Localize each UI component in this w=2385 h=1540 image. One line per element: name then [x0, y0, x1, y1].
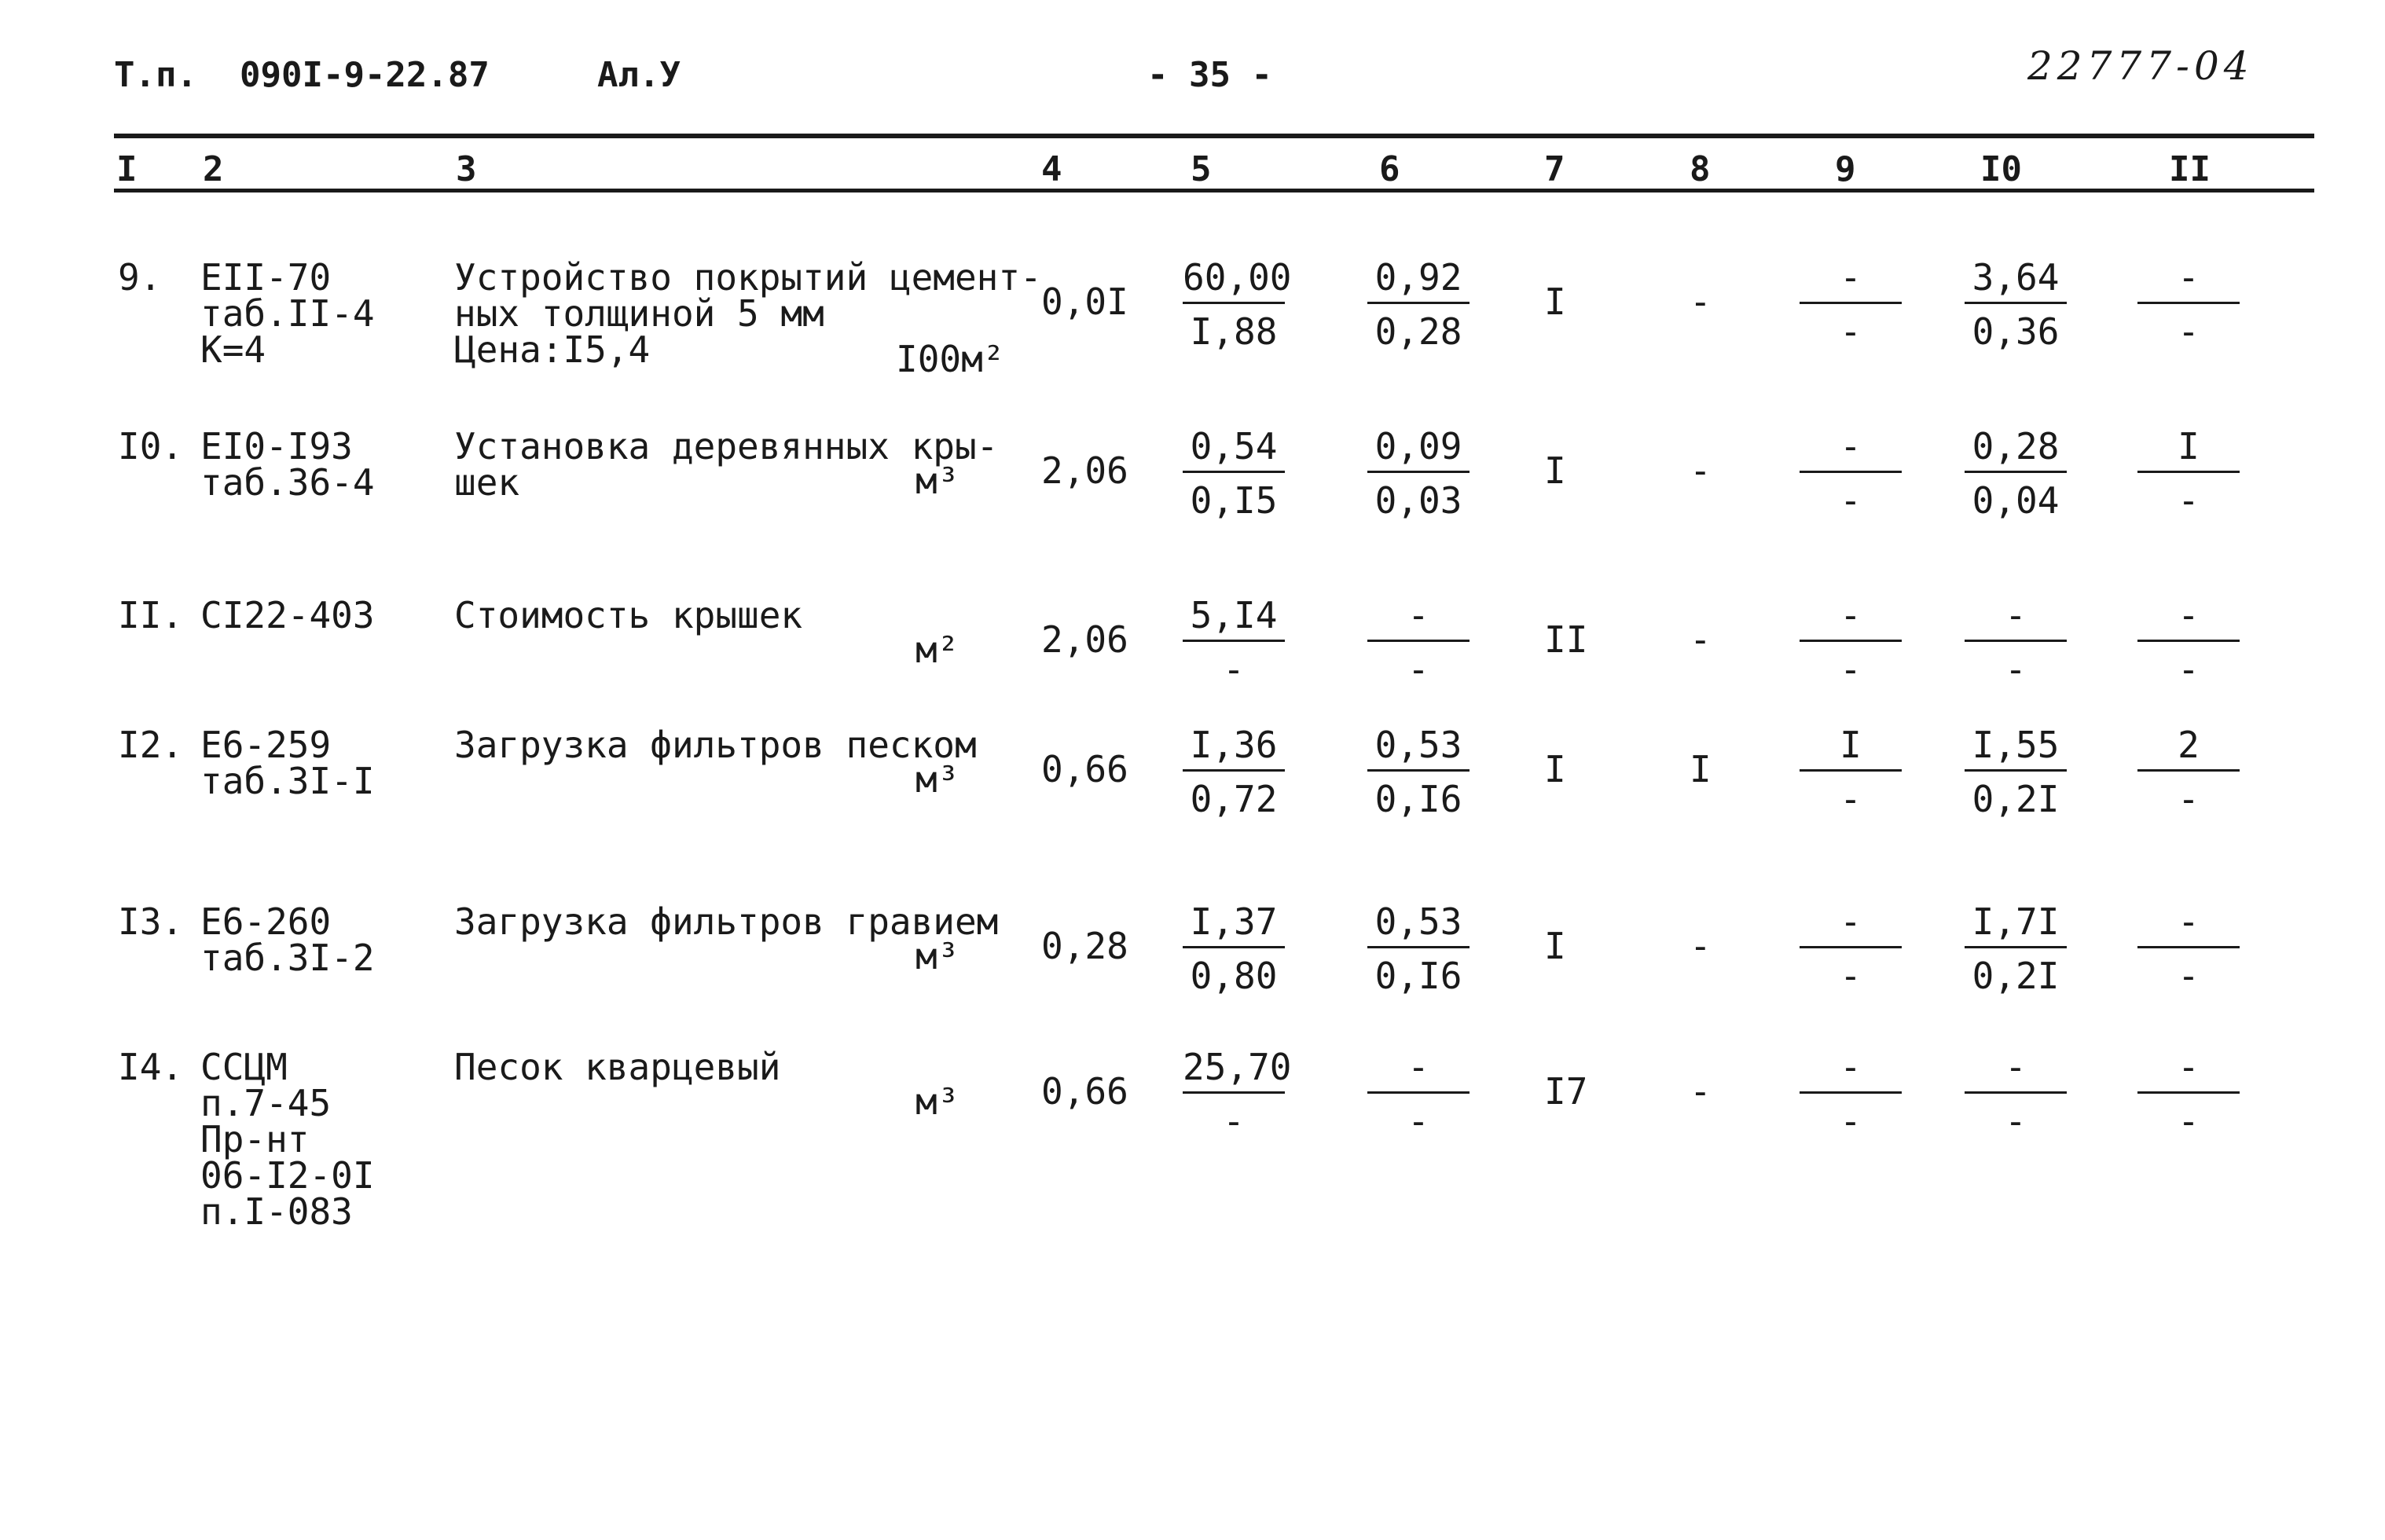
- wage-value-numerator: 0,92: [1367, 259, 1470, 304]
- wage-value: [1367, 900, 1470, 997]
- norm-code-line: таб.3I-2: [200, 937, 375, 979]
- unit-cost-value: [1183, 594, 1285, 691]
- column-11-value-denominator: -: [2178, 479, 2200, 522]
- column-10-value-denominator: -: [2005, 1100, 2027, 1142]
- wage-value-numerator: 0,53: [1367, 727, 1470, 772]
- work-description-line: Установка деревянных кры-: [454, 425, 999, 468]
- unit-of-measure: м²: [915, 629, 960, 671]
- work-description: [454, 1046, 781, 1088]
- column-9-value: [1800, 256, 1902, 353]
- column-10-value-numerator: I,55: [1965, 727, 2067, 772]
- column-9-value: [1800, 425, 1902, 522]
- column-7-value: I: [1544, 280, 1566, 323]
- column-11-value-numerator: -: [2137, 259, 2240, 304]
- norm-code: [200, 1046, 375, 1233]
- norm-code-line: таб.II-4: [200, 292, 375, 335]
- column-10-value-denominator: 0,2I: [1972, 778, 2060, 820]
- row-number: II.: [118, 594, 184, 636]
- norm-code-line: CI22-403: [200, 594, 375, 636]
- norm-code-line: К=4: [200, 328, 266, 371]
- quantity: 0,66: [1041, 1070, 1128, 1113]
- norm-code-line: ССЦМ: [200, 1046, 288, 1088]
- norm-code-line: EI0-I93: [200, 425, 353, 468]
- column-10-value: [1965, 425, 2067, 522]
- wage-value: [1367, 425, 1470, 522]
- norm-code: [200, 425, 375, 504]
- column-10-value-denominator: 0,36: [1972, 310, 2060, 353]
- column-10-value-numerator: I,7I: [1965, 904, 2067, 948]
- quantity: 0,66: [1041, 748, 1128, 790]
- column-10-value: [1965, 256, 2067, 353]
- row-number: I4.: [118, 1046, 184, 1088]
- column-11-value: [2137, 256, 2240, 353]
- wage-value-numerator: 0,53: [1367, 904, 1470, 948]
- wage-value: [1367, 256, 1470, 353]
- column-9-value-denominator: -: [1840, 648, 1862, 691]
- column-8-value: -: [1690, 449, 1712, 492]
- unit-cost-value: [1183, 425, 1285, 522]
- column-number: 6: [1379, 149, 1400, 189]
- unit-cost-value-numerator: 5,I4: [1183, 597, 1285, 642]
- work-description-line: Устройство покрытий цемент-: [454, 256, 1042, 299]
- column-11-value-denominator: -: [2178, 648, 2200, 691]
- column-11-value: [2137, 425, 2240, 522]
- column-11-value: [2137, 1046, 2240, 1142]
- column-number: 4: [1041, 149, 1062, 189]
- work-description-line: Стоимость крышек: [454, 594, 803, 636]
- column-number: I: [116, 149, 138, 189]
- column-10-value: [1965, 1046, 2067, 1142]
- norm-code-line: таб.3I-I: [200, 760, 375, 802]
- doc-type-label: Т.п.: [114, 55, 197, 95]
- column-number: I0: [1980, 149, 2022, 189]
- column-8-value: -: [1690, 280, 1712, 323]
- header-top-rule: [114, 134, 2314, 138]
- column-number: II: [2169, 149, 2211, 189]
- wage-value-denominator: 0,03: [1374, 479, 1462, 522]
- column-11-value-denominator: -: [2178, 310, 2200, 353]
- column-number: 8: [1690, 149, 1711, 189]
- column-10-value: [1965, 724, 2067, 820]
- unit-cost-value-denominator: -: [1223, 648, 1245, 691]
- wage-value-denominator: -: [1407, 1100, 1429, 1142]
- unit-of-measure: м³: [915, 1080, 960, 1123]
- unit-of-measure: м³: [915, 758, 960, 801]
- column-8-value: -: [1690, 1070, 1712, 1113]
- column-7-value: I: [1544, 748, 1566, 790]
- column-9-value: [1800, 724, 1902, 820]
- column-9-value: [1800, 900, 1902, 997]
- quantity: 0,0I: [1041, 280, 1128, 323]
- column-8-value: I: [1690, 748, 1712, 790]
- norm-code: [200, 594, 375, 636]
- wage-value-denominator: 0,I6: [1374, 778, 1462, 820]
- work-description-line: Загрузка фильтров гравием: [454, 900, 999, 943]
- unit-cost-value: [1183, 724, 1285, 820]
- norm-code-line: 06-I2-0I: [200, 1154, 375, 1197]
- column-10-value-denominator: 0,04: [1972, 479, 2060, 522]
- norm-code-line: п.7-45: [200, 1082, 332, 1124]
- column-11-value: [2137, 594, 2240, 691]
- column-9-value: [1800, 1046, 1902, 1142]
- norm-code-line: Пр-нт: [200, 1118, 310, 1160]
- unit-cost-value: [1183, 256, 1292, 353]
- column-9-value-denominator: -: [1840, 310, 1862, 353]
- norm-code-line: EII-70: [200, 256, 332, 299]
- unit-cost-value-denominator: 0,72: [1190, 778, 1278, 820]
- wage-value-denominator: -: [1407, 648, 1429, 691]
- column-9-value-numerator: -: [1800, 428, 1902, 473]
- unit-cost-value-denominator: 0,I5: [1190, 479, 1278, 522]
- column-11-value-denominator: -: [2178, 955, 2200, 997]
- row-number: I3.: [118, 900, 184, 943]
- wage-value-numerator: 0,09: [1367, 428, 1470, 473]
- work-description-line: Цена:I5,4: [454, 328, 651, 371]
- unit-of-measure: м³: [915, 935, 960, 977]
- column-9-value-numerator: -: [1800, 259, 1902, 304]
- column-10-value-numerator: 3,64: [1965, 259, 2067, 304]
- unit-cost-value-denominator: I,88: [1190, 310, 1278, 353]
- row-number: I0.: [118, 425, 184, 468]
- column-11-value: [2137, 900, 2240, 997]
- unit-cost-value-numerator: 60,00: [1183, 259, 1285, 304]
- wage-value-numerator: -: [1367, 1049, 1470, 1094]
- column-11-value-numerator: -: [2137, 904, 2240, 948]
- album-label: Ал.У: [597, 55, 681, 95]
- column-11-value-numerator: -: [2137, 597, 2240, 642]
- wage-value: [1367, 1046, 1470, 1142]
- column-11-value-denominator: -: [2178, 778, 2200, 820]
- wage-value: [1367, 594, 1470, 691]
- quantity: 2,06: [1041, 618, 1128, 661]
- column-11-value: [2137, 724, 2240, 820]
- column-number: 2: [203, 149, 224, 189]
- row-number: 9.: [118, 256, 162, 299]
- column-10-value-numerator: -: [1965, 1049, 2067, 1094]
- column-number: 9: [1835, 149, 1856, 189]
- unit-of-measure: м³: [915, 460, 960, 502]
- column-11-value-numerator: 2: [2137, 727, 2240, 772]
- column-7-value: I: [1544, 925, 1566, 967]
- column-number: 5: [1191, 149, 1212, 189]
- project-code: 090I-9-22.87: [240, 55, 490, 95]
- work-description-line: шек: [454, 461, 520, 504]
- column-9-value-denominator: -: [1840, 778, 1862, 820]
- column-10-value-numerator: 0,28: [1965, 428, 2067, 473]
- norm-code-line: таб.36-4: [200, 461, 375, 504]
- column-11-value-numerator: I: [2137, 428, 2240, 473]
- unit-cost-value-denominator: 0,80: [1190, 955, 1278, 997]
- wage-value-denominator: 0,28: [1374, 310, 1462, 353]
- norm-code-line: E6-260: [200, 900, 332, 943]
- norm-code-line: п.I-083: [200, 1190, 353, 1233]
- norm-code-line: E6-259: [200, 724, 332, 766]
- archive-stamp-number: 22777-04: [2027, 43, 2254, 89]
- norm-code: [200, 900, 375, 979]
- quantity: 2,06: [1041, 449, 1128, 492]
- unit-of-measure: I00м²: [896, 338, 1005, 380]
- column-8-value: -: [1690, 925, 1712, 967]
- column-9-value-numerator: -: [1800, 904, 1902, 948]
- column-7-value: II: [1544, 618, 1588, 661]
- column-10-value: [1965, 900, 2067, 997]
- work-description: [454, 724, 977, 766]
- column-10-value-denominator: -: [2005, 648, 2027, 691]
- column-11-value-numerator: -: [2137, 1049, 2240, 1094]
- wage-value-numerator: -: [1367, 597, 1470, 642]
- column-10-value-denominator: 0,2I: [1972, 955, 2060, 997]
- column-10-value-numerator: -: [1965, 597, 2067, 642]
- column-11-value-denominator: -: [2178, 1100, 2200, 1142]
- unit-cost-value: [1183, 900, 1285, 997]
- unit-cost-value-denominator: -: [1223, 1100, 1245, 1142]
- column-9-value-numerator: I: [1800, 727, 1902, 772]
- unit-cost-value-numerator: 0,54: [1183, 428, 1285, 473]
- column-8-value: -: [1690, 618, 1712, 661]
- work-description-line: Песок кварцевый: [454, 1046, 781, 1088]
- column-9-value-numerator: -: [1800, 1049, 1902, 1094]
- work-description: [454, 594, 803, 636]
- column-9-value-numerator: -: [1800, 597, 1902, 642]
- page-number: - 35 -: [1147, 55, 1272, 95]
- column-7-value: I: [1544, 449, 1566, 492]
- work-description-line: ных толщиной 5 мм: [454, 292, 824, 335]
- work-description-line: Загрузка фильтров песком: [454, 724, 977, 766]
- column-number: 7: [1544, 149, 1565, 189]
- row-number: I2.: [118, 724, 184, 766]
- norm-code: [200, 724, 375, 802]
- unit-cost-value-numerator: 25,70: [1183, 1049, 1285, 1094]
- wage-value-denominator: 0,I6: [1374, 955, 1462, 997]
- unit-cost-value: [1183, 1046, 1292, 1142]
- column-9-value: [1800, 594, 1902, 691]
- unit-cost-value-numerator: I,36: [1183, 727, 1285, 772]
- unit-cost-value-numerator: I,37: [1183, 904, 1285, 948]
- column-9-value-denominator: -: [1840, 955, 1862, 997]
- wage-value: [1367, 724, 1470, 820]
- column-7-value: I7: [1544, 1070, 1588, 1113]
- norm-code: [200, 256, 375, 371]
- column-9-value-denominator: -: [1840, 479, 1862, 522]
- column-9-value-denominator: -: [1840, 1100, 1862, 1142]
- quantity: 0,28: [1041, 925, 1128, 967]
- column-10-value: [1965, 594, 2067, 691]
- column-number: 3: [456, 149, 477, 189]
